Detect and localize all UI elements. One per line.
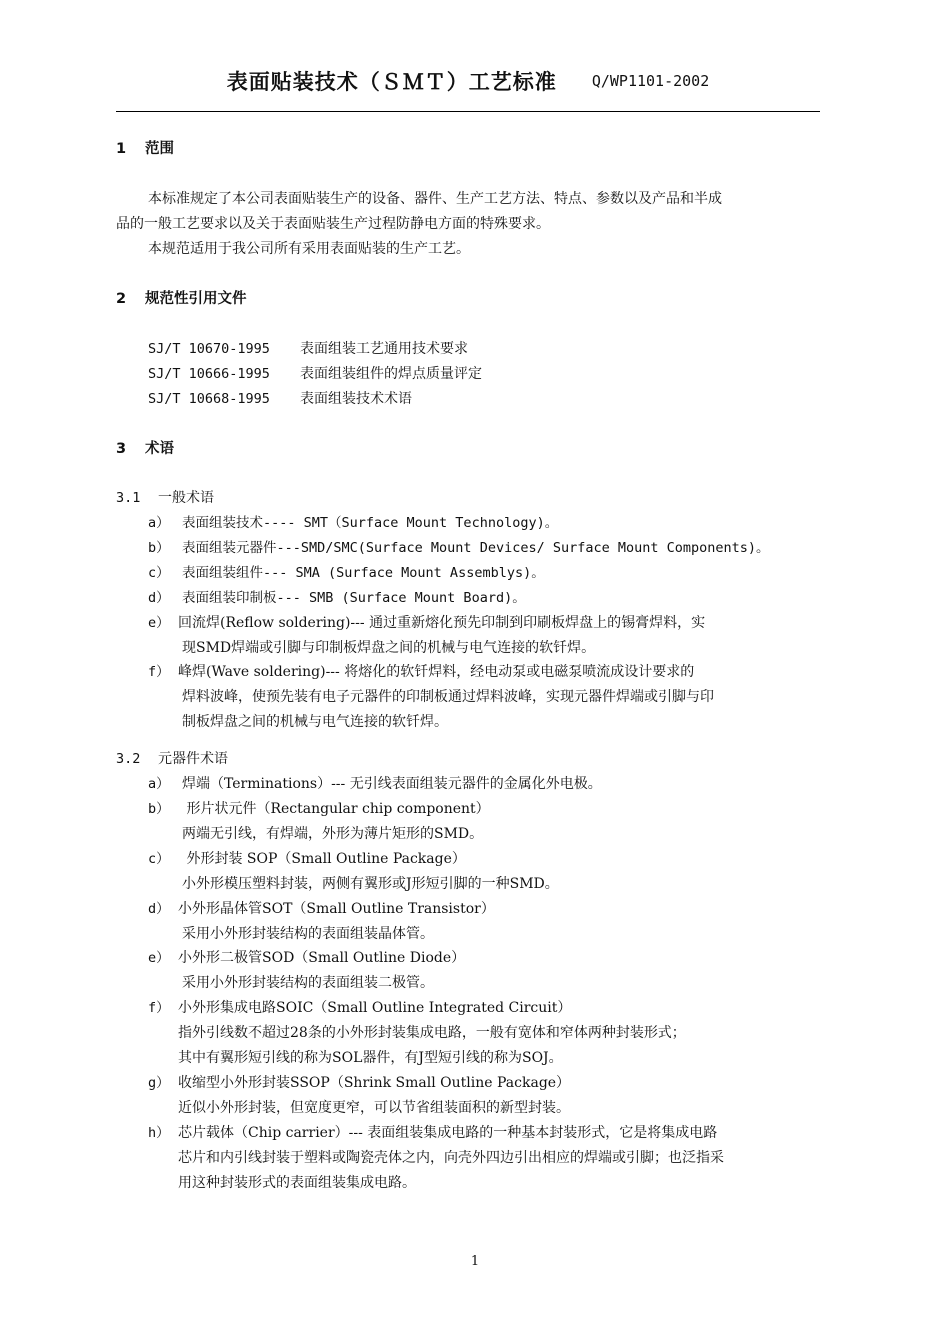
term-item [148,613,705,633]
section-title: 规范性引用文件 [145,291,247,307]
term-continuation: 芯片和内引线封装于塑料或陶瓷壳体之内，向壳外四边引出相应的焊端或引脚；也泛指采 [178,1150,724,1166]
term-item [148,1123,717,1143]
term-text: 收缩型小外形封装SSOP（Shrink Small Outline Package） [178,1075,571,1091]
term-continuation: 其中有翼形短引线的称为SOL器件，有J型短引线的称为SOJ。 [178,1050,563,1066]
term-label: c） [148,565,170,581]
term-text: 焊端（Terminations）--- 无引线表面组装元器件的金属化外电极。 [182,776,602,792]
reference-code: SJ/T 10666-1995 [148,366,270,382]
reference-item [148,339,468,359]
term-label: f） [148,1000,170,1016]
reference-item [148,389,412,409]
page-header [116,66,820,96]
section-title: 范围 [145,141,174,157]
term-text: 峰焊(Wave soldering)--- 将熔化的软钎焊料，经电动泵或电磁泵喷流成设计要求的 [178,664,695,680]
term-item [148,662,694,682]
term-continuation: 小外形模压塑料封装，两侧有翼形或J形短引脚的一种SMD。 [182,876,559,892]
term-label: g） [148,1075,170,1091]
term-label: c） [148,851,170,867]
term-label: d） [148,590,170,606]
term-continuation: 用这种封装形式的表面组装集成电路。 [178,1175,416,1191]
page-number: 1 [470,1254,480,1269]
subsection-3-2-heading [116,749,228,769]
term-label: h） [148,1125,170,1141]
term-label: d） [148,901,170,917]
section-number: 1 [116,141,127,157]
scope-paragraph-line: 本标准规定了本公司表面贴装生产的设备、器件、生产工艺方法、特点、参数以及产品和半成 [148,191,722,207]
document-title: 表面贴装技术（ＳＭＴ）工艺标准 [226,70,557,94]
reference-item [148,364,482,384]
term-continuation: 制板焊盘之间的机械与电气连接的软钎焊。 [182,714,448,730]
term-label: e） [148,615,170,631]
section-2-heading [116,289,247,309]
term-label: e） [148,950,170,966]
term-text: 回流焊(Reflow soldering)--- 通过重新熔化预先印制到印刷板焊盘上的锡膏焊料，实 [178,615,706,631]
term-item [148,563,545,583]
term-item [148,588,526,608]
subsection-title: 一般术语 [158,490,214,506]
term-continuation: 采用小外形封装结构的表面组装晶体管。 [182,926,434,942]
scope-paragraph: 本规范适用于我公司所有采用表面贴装的生产工艺。 [148,241,470,257]
subsection-number: 3.1 [116,490,141,506]
scope-paragraph-line: 品的一般工艺要求以及关于表面贴装生产过程防静电方面的特殊要求。 [116,216,550,232]
term-text: 表面组装印制板--- SMB (Surface Mount Board)。 [182,590,526,606]
reference-code: SJ/T 10670-1995 [148,341,270,357]
term-text: 表面组装技术---- SMT（Surface Mount Technology)。 [182,515,559,531]
reference-title: 表面组装技术术语 [300,391,412,407]
reference-code: SJ/T 10668-1995 [148,391,270,407]
section-number: 2 [116,291,127,307]
reference-title: 表面组装组件的焊点质量评定 [300,366,482,382]
term-label: a） [148,776,170,792]
section-1-heading [116,139,174,159]
term-item [148,948,465,968]
section-3-heading [116,439,174,459]
term-text: 小外形晶体管SOT（Small Outline Transistor） [178,901,495,917]
term-item [148,849,466,869]
term-label: b） [148,801,170,817]
section-title: 术语 [145,441,174,457]
term-item [148,998,571,1018]
term-text: 表面组装元器件---SMD/SMC(Surface Mount Devices/ Surface Mount Components)。 [182,540,770,556]
subsection-3-1-heading [116,488,214,508]
term-text: 芯片载体（Chip carrier）--- 表面组装集成电路的一种基本封装形式，它是将集成电路 [178,1125,718,1141]
header-rule [116,111,820,112]
term-item [148,1073,570,1093]
reference-title: 表面组装工艺通用技术要求 [300,341,468,357]
term-label: b） [148,540,170,556]
term-continuation: 焊料波峰，使预先装有电子元器件的印制板通过焊料波峰，实现元器件焊端或引脚与印 [182,689,714,705]
term-item [148,799,490,819]
term-text: 外形封装 SOP（Small Outline Package） [182,851,466,867]
term-text: 表面组装组件--- SMA (Surface Mount Assemblys)。 [182,565,545,581]
term-item [148,538,770,558]
term-item [148,513,558,533]
standard-code: Q/WP1101-2002 [591,72,710,90]
subsection-number: 3.2 [116,751,141,767]
term-continuation: 现SMD焊端或引脚与印制板焊盘之间的机械与电气连接的软钎焊。 [182,640,596,656]
term-item [148,774,602,794]
term-label: a） [148,515,170,531]
term-text: 小外形集成电路SOIC（Small Outline Integrated Circuit） [178,1000,572,1016]
term-text: 形片状元件（Rectangular chip component） [182,801,490,817]
subsection-title: 元器件术语 [158,751,228,767]
term-continuation: 近似小外形封装，但宽度更窄，可以节省组装面积的新型封装。 [178,1100,570,1116]
term-continuation: 指外引线数不超过28条的小外形封装集成电路，一般有宽体和窄体两种封装形式； [178,1025,686,1041]
term-item [148,899,495,919]
term-continuation: 采用小外形封装结构的表面组装二极管。 [182,975,434,991]
term-continuation: 两端无引线，有焊端，外形为薄片矩形的SMD。 [182,826,484,842]
term-text: 小外形二极管SOD（Small Outline Diode） [178,950,466,966]
term-label: f） [148,664,170,680]
section-number: 3 [116,441,127,457]
